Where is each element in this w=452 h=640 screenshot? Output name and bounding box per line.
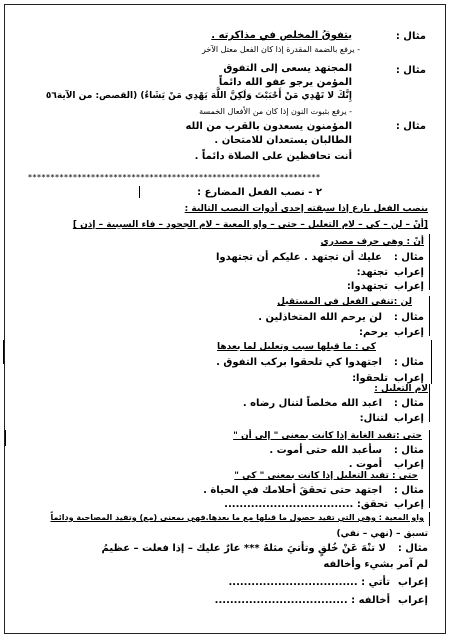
example-label: مثال :: [395, 31, 426, 42]
parse-label: إعراب: [398, 595, 428, 606]
example-label: مثال :: [397, 543, 428, 554]
hatta1-parse: أموت .: [348, 459, 382, 470]
waw-sub: تسبق – (نهي – نفي): [336, 529, 428, 539]
parse-label: إعراب: [394, 459, 424, 470]
parse-label: إعراب: [394, 499, 424, 510]
hatta2-title: حتى : تفيد التعليل إذا كانت بمعنى " كي ": [234, 471, 418, 481]
example-label: مثال :: [393, 398, 424, 409]
tools-list: [أنْ – لن – كي – لام التعليل – حتى – واو المعية – لام الجحود – فاء السببية – إذن ]: [72, 220, 428, 230]
example-label: مثال :: [393, 485, 424, 496]
lan-parse: يرحم:: [358, 327, 388, 338]
hatta1-example: سأعبد الله حتى أموت .: [269, 445, 382, 456]
parse-label: إعراب: [394, 267, 424, 278]
rule-note: - يرفع بثبوت النون إذا كان من الأفعال الخمسة: [199, 107, 352, 116]
parse-label: إعراب: [394, 373, 424, 384]
parse-label: إعراب: [398, 577, 428, 588]
example-label: مثال :: [393, 357, 424, 368]
lan-title: لن :تنفي الفعل في المستقبل: [277, 297, 412, 307]
parse-label: إعراب: [394, 327, 424, 338]
kay-example: اجتهدوا كي تلحقوا بركب التفوق .: [216, 357, 382, 368]
an-example: عليك أن تجتهد . عليكم أن تجتهدوا: [215, 252, 382, 263]
kay-title: كي : ما قبلها سبب وتعليل لما بعدها: [217, 342, 376, 352]
an-title: أنْ : وهي حرف مصدري: [320, 237, 424, 247]
parse-label: إعراب: [394, 413, 424, 424]
example-label: مثال :: [393, 312, 424, 323]
section-heading: ٢ - نصب الفعل المضارع :: [197, 187, 322, 198]
example-label: مثال :: [393, 445, 424, 456]
rule-note: - يرفع بالضمة المقدرة إذا كان الفعل معتل الآخر: [201, 45, 360, 54]
waw-parse2: أخالفه : ...................................: [214, 595, 390, 606]
hatta2-example: اجتهد حتى تحققَ أحلامك في الحياة .: [203, 485, 382, 496]
example-text: المؤمن يرجو عفو الله دائماً: [218, 77, 352, 88]
example-text: المجتهد يسعى إلى التفوق: [223, 63, 352, 74]
star-divider: *****************************************************************: [28, 174, 321, 182]
example-label: مثال :: [395, 65, 426, 76]
hatta2-parse: تحقق: ..................................: [224, 499, 388, 510]
intro-text: ينصب الفعل ىارع إذا سبقته إحدى أدوات النصب التالية :: [184, 204, 428, 214]
example-text: المؤمنون يسعدون بالقرب من الله: [185, 121, 352, 132]
example-text: أنت تحافظين على الصلاة دائماً .: [194, 151, 352, 162]
lam-example: اعبد الله مخلصاً لتنال رضاه .: [242, 398, 382, 409]
example-label: مثال :: [395, 121, 426, 132]
example-text: الطالبان يستعدان للامتحان .: [214, 135, 352, 146]
example-text: يتفوقُ المخلص في مذاكرته .: [211, 30, 352, 41]
waw-example: لا تنْهَ عَنْ خُلقٍ وتأتيَ مثلهُ *** عارٌ عليك – إذا فعلت – عظيمُ: [101, 543, 386, 554]
kay-parse: تلحقوا:: [352, 373, 388, 384]
example-label: مثال :: [393, 252, 424, 263]
lam-title: لام التعليل :: [374, 384, 428, 394]
lam-parse: لتنال:: [359, 413, 388, 424]
lan-example: لن يرحم الله المتخاذلين .: [258, 312, 382, 323]
waw-parse1: تأتي : ..................................: [228, 577, 390, 588]
waw-title: واو المعية : وهي التي تفيد حصول ما قبلها مع ما بعدها.فهي بمعنى (مع) وتفيد المصاحبة ودائماً: [50, 513, 424, 522]
quran-example: إِنَّكَ لا تَهْدِي مَنْ أَحْبَبْتَ وَلَكِنَّ اللَّهَ يَهْدِي مَنْ يَشَاءُ) (القصص: من الآية٥٦: [45, 91, 352, 101]
hatta1-title: حتى :تفيد الغاية إذا كانت بمعنى " إلى أن ": [233, 431, 422, 441]
waw-example2: لم آمر بشيء وأخالفه: [323, 559, 428, 570]
an-parse2: تجتهدوا:: [346, 281, 388, 292]
parse-label: إعراب: [394, 281, 424, 292]
an-parse1: تجتهد:: [356, 267, 388, 278]
